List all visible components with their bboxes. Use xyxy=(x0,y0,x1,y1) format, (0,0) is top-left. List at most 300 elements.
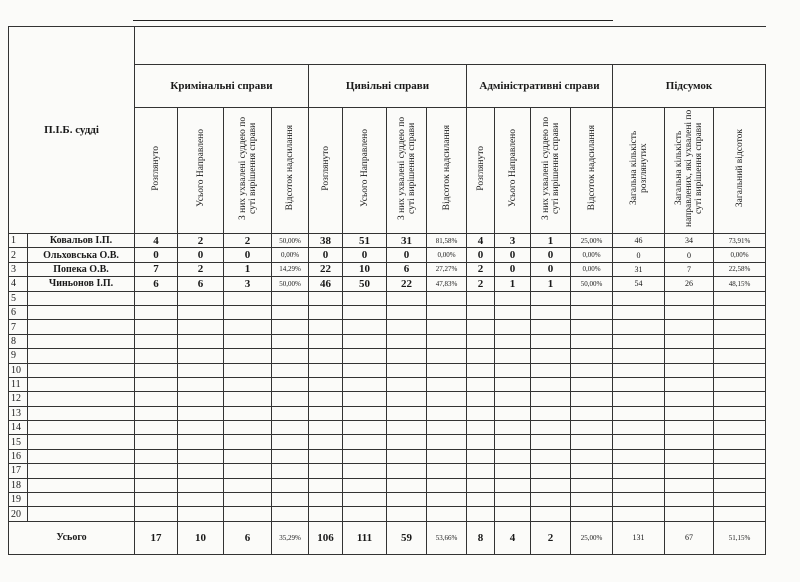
subheader-criminal-napravleno xyxy=(178,108,224,234)
table-cell: 1 xyxy=(224,262,272,276)
table-cell: 50,00% xyxy=(272,234,309,248)
subheader-label: Загальна кількість направлених, які ухвалені по суті вирішення справи xyxy=(674,109,704,227)
table-cell: 0 xyxy=(309,248,343,262)
judge-name xyxy=(28,334,135,348)
table-row xyxy=(9,507,766,521)
judge-name xyxy=(28,406,135,420)
table-row xyxy=(9,305,766,319)
subheader-label: Усього Направлено xyxy=(195,129,206,207)
table-cell xyxy=(343,406,387,420)
table-cell xyxy=(178,507,224,521)
table-cell: 54 xyxy=(613,277,665,291)
table-cell xyxy=(427,421,467,435)
table-cell xyxy=(531,305,571,319)
table-cell xyxy=(665,349,714,363)
table-row xyxy=(9,377,766,391)
total-cell: 10 xyxy=(178,521,224,554)
row-number: 19 xyxy=(9,493,28,507)
table-cell xyxy=(178,449,224,463)
table-cell xyxy=(531,320,571,334)
total-cell: 67 xyxy=(665,521,714,554)
table-cell xyxy=(571,349,613,363)
table-cell xyxy=(665,291,714,305)
table-cell xyxy=(665,305,714,319)
table-cell xyxy=(309,464,343,478)
table-cell: 0 xyxy=(224,248,272,262)
table-cell xyxy=(387,464,427,478)
table-cell xyxy=(427,449,467,463)
row-number: 14 xyxy=(9,421,28,435)
subheader-criminal-uhvaleni xyxy=(224,108,272,234)
table-cell xyxy=(613,392,665,406)
table-row xyxy=(9,277,766,291)
total-cell: 111 xyxy=(343,521,387,554)
table-cell: 6 xyxy=(387,262,427,276)
table-cell xyxy=(343,421,387,435)
table-cell xyxy=(309,478,343,492)
table-cell xyxy=(613,435,665,449)
table-cell xyxy=(714,305,766,319)
table-cell xyxy=(467,320,495,334)
total-cell: 51,15% xyxy=(714,521,766,554)
table-cell xyxy=(135,334,178,348)
table-cell: 0 xyxy=(387,248,427,262)
table-cell xyxy=(272,449,309,463)
table-cell xyxy=(714,421,766,435)
subheader-criminal-rozglyanuto xyxy=(135,108,178,234)
table-cell xyxy=(224,320,272,334)
table-cell xyxy=(495,349,531,363)
table-cell xyxy=(531,406,571,420)
table-cell xyxy=(178,392,224,406)
table-cell xyxy=(531,421,571,435)
table-cell xyxy=(272,464,309,478)
total-cell: 131 xyxy=(613,521,665,554)
table-cell xyxy=(714,464,766,478)
table-cell: 50,00% xyxy=(571,277,613,291)
table-cell: 0,00% xyxy=(714,248,766,262)
table-cell xyxy=(495,320,531,334)
table-row xyxy=(9,421,766,435)
table-cell xyxy=(613,507,665,521)
judge-name xyxy=(28,493,135,507)
row-number: 7 xyxy=(9,320,28,334)
row-number: 16 xyxy=(9,449,28,463)
table-cell xyxy=(714,392,766,406)
judge-name xyxy=(28,291,135,305)
table-cell xyxy=(309,320,343,334)
table-cell: 47,83% xyxy=(427,277,467,291)
subheader-label: З них ухвалені суддею по суті вирішення справи xyxy=(237,116,258,220)
table-cell xyxy=(387,377,427,391)
table-cell xyxy=(467,449,495,463)
table-cell xyxy=(135,392,178,406)
table-cell: 50,00% xyxy=(272,277,309,291)
judge-name: Чиньонов І.П. xyxy=(28,277,135,291)
table-cell: 0,00% xyxy=(571,248,613,262)
table-cell xyxy=(387,406,427,420)
table-cell xyxy=(224,507,272,521)
table-cell xyxy=(427,464,467,478)
table-cell: 1 xyxy=(531,277,571,291)
table-cell xyxy=(467,363,495,377)
table-cell xyxy=(387,392,427,406)
table-cell xyxy=(427,349,467,363)
table-cell xyxy=(571,377,613,391)
table-cell xyxy=(427,435,467,449)
table-cell: 0 xyxy=(178,248,224,262)
table-cell xyxy=(571,435,613,449)
judge-name xyxy=(28,377,135,391)
table-cell xyxy=(135,435,178,449)
table-cell xyxy=(178,493,224,507)
table-row xyxy=(9,406,766,420)
total-row xyxy=(9,521,766,554)
table-cell xyxy=(665,363,714,377)
table-cell xyxy=(343,478,387,492)
total-cell: 53,66% xyxy=(427,521,467,554)
table-cell xyxy=(135,305,178,319)
table-cell xyxy=(309,291,343,305)
table-cell xyxy=(665,320,714,334)
table-cell: 7 xyxy=(665,262,714,276)
subheader-label: Відсоток надсилання xyxy=(285,125,295,211)
table-cell: 2 xyxy=(467,277,495,291)
table-cell: 2 xyxy=(467,262,495,276)
table-cell xyxy=(309,377,343,391)
table-cell: 6 xyxy=(178,277,224,291)
row-number: 17 xyxy=(9,464,28,478)
table-cell xyxy=(613,493,665,507)
table-cell: 1 xyxy=(495,277,531,291)
table-cell xyxy=(343,507,387,521)
table-cell: 26 xyxy=(665,277,714,291)
table-cell xyxy=(427,363,467,377)
table-row xyxy=(9,334,766,348)
table-cell: 4 xyxy=(467,234,495,248)
table-cell xyxy=(309,392,343,406)
table-cell xyxy=(309,507,343,521)
table-cell xyxy=(343,493,387,507)
table-row xyxy=(9,435,766,449)
table-cell xyxy=(343,377,387,391)
row-number: 8 xyxy=(9,334,28,348)
table-cell xyxy=(495,392,531,406)
table-cell xyxy=(495,406,531,420)
table-row xyxy=(9,349,766,363)
row-number: 12 xyxy=(9,392,28,406)
table-cell xyxy=(427,377,467,391)
table-cell xyxy=(714,349,766,363)
total-cell: 4 xyxy=(495,521,531,554)
table-cell xyxy=(571,478,613,492)
table-cell xyxy=(714,291,766,305)
total-cell: 2 xyxy=(531,521,571,554)
table-row xyxy=(9,234,766,248)
table-cell: 0 xyxy=(135,248,178,262)
table-cell: 2 xyxy=(178,234,224,248)
table-cell xyxy=(613,464,665,478)
table-cell xyxy=(531,449,571,463)
table-cell xyxy=(665,392,714,406)
table-cell xyxy=(272,478,309,492)
row-number: 1 xyxy=(9,234,28,248)
subheader-summary-zag_vidsotok xyxy=(714,108,766,234)
table-cell: 2 xyxy=(178,262,224,276)
table-cell xyxy=(427,392,467,406)
judge-name xyxy=(28,392,135,406)
table-cell xyxy=(178,291,224,305)
table-cell xyxy=(613,320,665,334)
table-cell xyxy=(613,421,665,435)
table-cell xyxy=(387,349,427,363)
subheader-label: Відсоток надсилання xyxy=(586,125,597,211)
row-number: 18 xyxy=(9,478,28,492)
table-cell xyxy=(571,320,613,334)
table-cell xyxy=(495,334,531,348)
table-cell xyxy=(178,334,224,348)
judge-name xyxy=(28,507,135,521)
table-cell xyxy=(224,305,272,319)
table-cell xyxy=(178,478,224,492)
table-cell: 34 xyxy=(665,234,714,248)
table-cell xyxy=(224,435,272,449)
table-cell xyxy=(224,334,272,348)
table-cell xyxy=(665,464,714,478)
table-cell xyxy=(343,305,387,319)
table-cell xyxy=(613,363,665,377)
table-cell xyxy=(467,291,495,305)
table-cell xyxy=(714,507,766,521)
subheader-label: Розглянуто xyxy=(475,145,486,191)
table-cell xyxy=(387,449,427,463)
table-cell xyxy=(387,435,427,449)
table-cell xyxy=(467,464,495,478)
table-cell xyxy=(224,363,272,377)
table-cell xyxy=(714,449,766,463)
judge-name: Ольховська О.В. xyxy=(28,248,135,262)
table-cell xyxy=(427,334,467,348)
table-cell xyxy=(714,334,766,348)
total-cell: 25,00% xyxy=(571,521,613,554)
table-cell xyxy=(531,435,571,449)
table-cell xyxy=(495,478,531,492)
table-cell: 0 xyxy=(665,248,714,262)
group-administrative: Адміністративні справи xyxy=(467,65,613,108)
judges-report-table xyxy=(8,26,766,555)
table-cell: 3 xyxy=(224,277,272,291)
table-cell xyxy=(613,377,665,391)
table-cell xyxy=(272,305,309,319)
table-cell xyxy=(613,291,665,305)
table-cell: 22,58% xyxy=(714,262,766,276)
table-cell xyxy=(224,478,272,492)
table-cell xyxy=(343,349,387,363)
table-cell xyxy=(224,421,272,435)
table-cell xyxy=(531,334,571,348)
judge-name xyxy=(28,421,135,435)
table-cell xyxy=(714,493,766,507)
table-cell xyxy=(309,363,343,377)
table-cell: 0 xyxy=(531,248,571,262)
table-cell xyxy=(135,349,178,363)
table-cell xyxy=(343,464,387,478)
table-row xyxy=(9,320,766,334)
total-cell: 17 xyxy=(135,521,178,554)
table-cell: 27,27% xyxy=(427,262,467,276)
table-cell xyxy=(135,493,178,507)
subheader-label: Усього Направлено xyxy=(507,129,518,207)
top-blank-cell xyxy=(135,27,766,65)
table-cell: 25,00% xyxy=(571,234,613,248)
row-number: 5 xyxy=(9,291,28,305)
table-cell xyxy=(714,435,766,449)
subheader-civil-uhvaleni xyxy=(387,108,427,234)
row-number: 13 xyxy=(9,406,28,420)
table-cell: 7 xyxy=(135,262,178,276)
table-cell xyxy=(665,478,714,492)
table-row xyxy=(9,478,766,492)
subheader-criminal-vidsotok xyxy=(272,108,309,234)
table-cell xyxy=(714,320,766,334)
table-cell xyxy=(135,464,178,478)
table-cell xyxy=(309,334,343,348)
table-cell xyxy=(495,291,531,305)
table-cell xyxy=(571,363,613,377)
table-cell xyxy=(224,493,272,507)
row-number: 4 xyxy=(9,277,28,291)
table-cell: 0 xyxy=(495,262,531,276)
table-cell xyxy=(387,478,427,492)
table-cell: 31 xyxy=(387,234,427,248)
table-cell xyxy=(135,421,178,435)
table-cell xyxy=(531,507,571,521)
table-cell xyxy=(272,507,309,521)
table-row xyxy=(9,291,766,305)
judge-name xyxy=(28,363,135,377)
table-cell: 6 xyxy=(135,277,178,291)
table-cell: 10 xyxy=(343,262,387,276)
table-cell xyxy=(272,334,309,348)
total-label: Усього xyxy=(9,521,135,554)
judge-name xyxy=(28,305,135,319)
row-number: 10 xyxy=(9,363,28,377)
table-cell: 1 xyxy=(531,234,571,248)
table-cell xyxy=(135,320,178,334)
table-cell xyxy=(531,349,571,363)
table-cell: 3 xyxy=(495,234,531,248)
table-cell xyxy=(272,349,309,363)
row-number: 6 xyxy=(9,305,28,319)
table-cell xyxy=(665,493,714,507)
table-cell xyxy=(427,305,467,319)
table-cell: 0,00% xyxy=(571,262,613,276)
subheader-administrative-uhvaleni xyxy=(531,108,571,234)
table-cell xyxy=(309,449,343,463)
table-cell: 50 xyxy=(343,277,387,291)
table-cell xyxy=(178,363,224,377)
table-cell xyxy=(427,320,467,334)
table-cell xyxy=(467,507,495,521)
table-cell xyxy=(224,406,272,420)
subheader-label: Розглянуто xyxy=(151,145,161,191)
table-cell xyxy=(272,406,309,420)
table-cell xyxy=(531,464,571,478)
table-cell xyxy=(571,464,613,478)
table-cell xyxy=(665,421,714,435)
table-cell xyxy=(135,507,178,521)
table-cell: 22 xyxy=(309,262,343,276)
table-cell xyxy=(531,363,571,377)
table-cell xyxy=(571,493,613,507)
table-cell xyxy=(343,291,387,305)
table-cell xyxy=(178,377,224,391)
table-cell xyxy=(613,478,665,492)
table-cell xyxy=(613,449,665,463)
table-cell xyxy=(387,305,427,319)
row-number: 11 xyxy=(9,377,28,391)
group-summary: Підсумок xyxy=(613,65,766,108)
header-rule xyxy=(133,20,613,21)
table-cell: 38 xyxy=(309,234,343,248)
table-cell xyxy=(467,406,495,420)
table-row xyxy=(9,464,766,478)
table-cell xyxy=(495,493,531,507)
table-cell xyxy=(613,305,665,319)
table-cell xyxy=(495,421,531,435)
table-row xyxy=(9,493,766,507)
table-cell xyxy=(272,291,309,305)
table-cell xyxy=(135,449,178,463)
table-cell xyxy=(571,334,613,348)
table-cell xyxy=(272,435,309,449)
table-cell: 0 xyxy=(613,248,665,262)
table-cell xyxy=(495,449,531,463)
table-cell xyxy=(613,406,665,420)
table-cell: 46 xyxy=(309,277,343,291)
group-criminal: Кримінальні справи xyxy=(135,65,309,108)
row-number: 9 xyxy=(9,349,28,363)
table-cell xyxy=(495,377,531,391)
judge-name: Попека О.В. xyxy=(28,262,135,276)
table-cell xyxy=(467,377,495,391)
table-cell: 0,00% xyxy=(272,248,309,262)
pib-header: П.І.Б. судді xyxy=(9,27,135,234)
table-cell xyxy=(135,478,178,492)
table-cell: 4 xyxy=(135,234,178,248)
table-cell xyxy=(714,363,766,377)
table-cell xyxy=(135,363,178,377)
table-cell xyxy=(571,507,613,521)
table-cell xyxy=(135,291,178,305)
total-cell: 35,29% xyxy=(272,521,309,554)
table-cell xyxy=(387,421,427,435)
group-civil: Цивільні справи xyxy=(309,65,467,108)
judge-name xyxy=(28,478,135,492)
table-cell xyxy=(714,377,766,391)
table-cell xyxy=(135,406,178,420)
table-cell xyxy=(467,349,495,363)
table-cell xyxy=(467,334,495,348)
table-cell xyxy=(387,363,427,377)
table-cell xyxy=(495,507,531,521)
table-cell xyxy=(272,320,309,334)
table-cell: 14,29% xyxy=(272,262,309,276)
subheader-label: Загальний відсоток xyxy=(734,128,745,208)
table-cell xyxy=(495,363,531,377)
table-cell xyxy=(224,377,272,391)
table-cell xyxy=(613,334,665,348)
